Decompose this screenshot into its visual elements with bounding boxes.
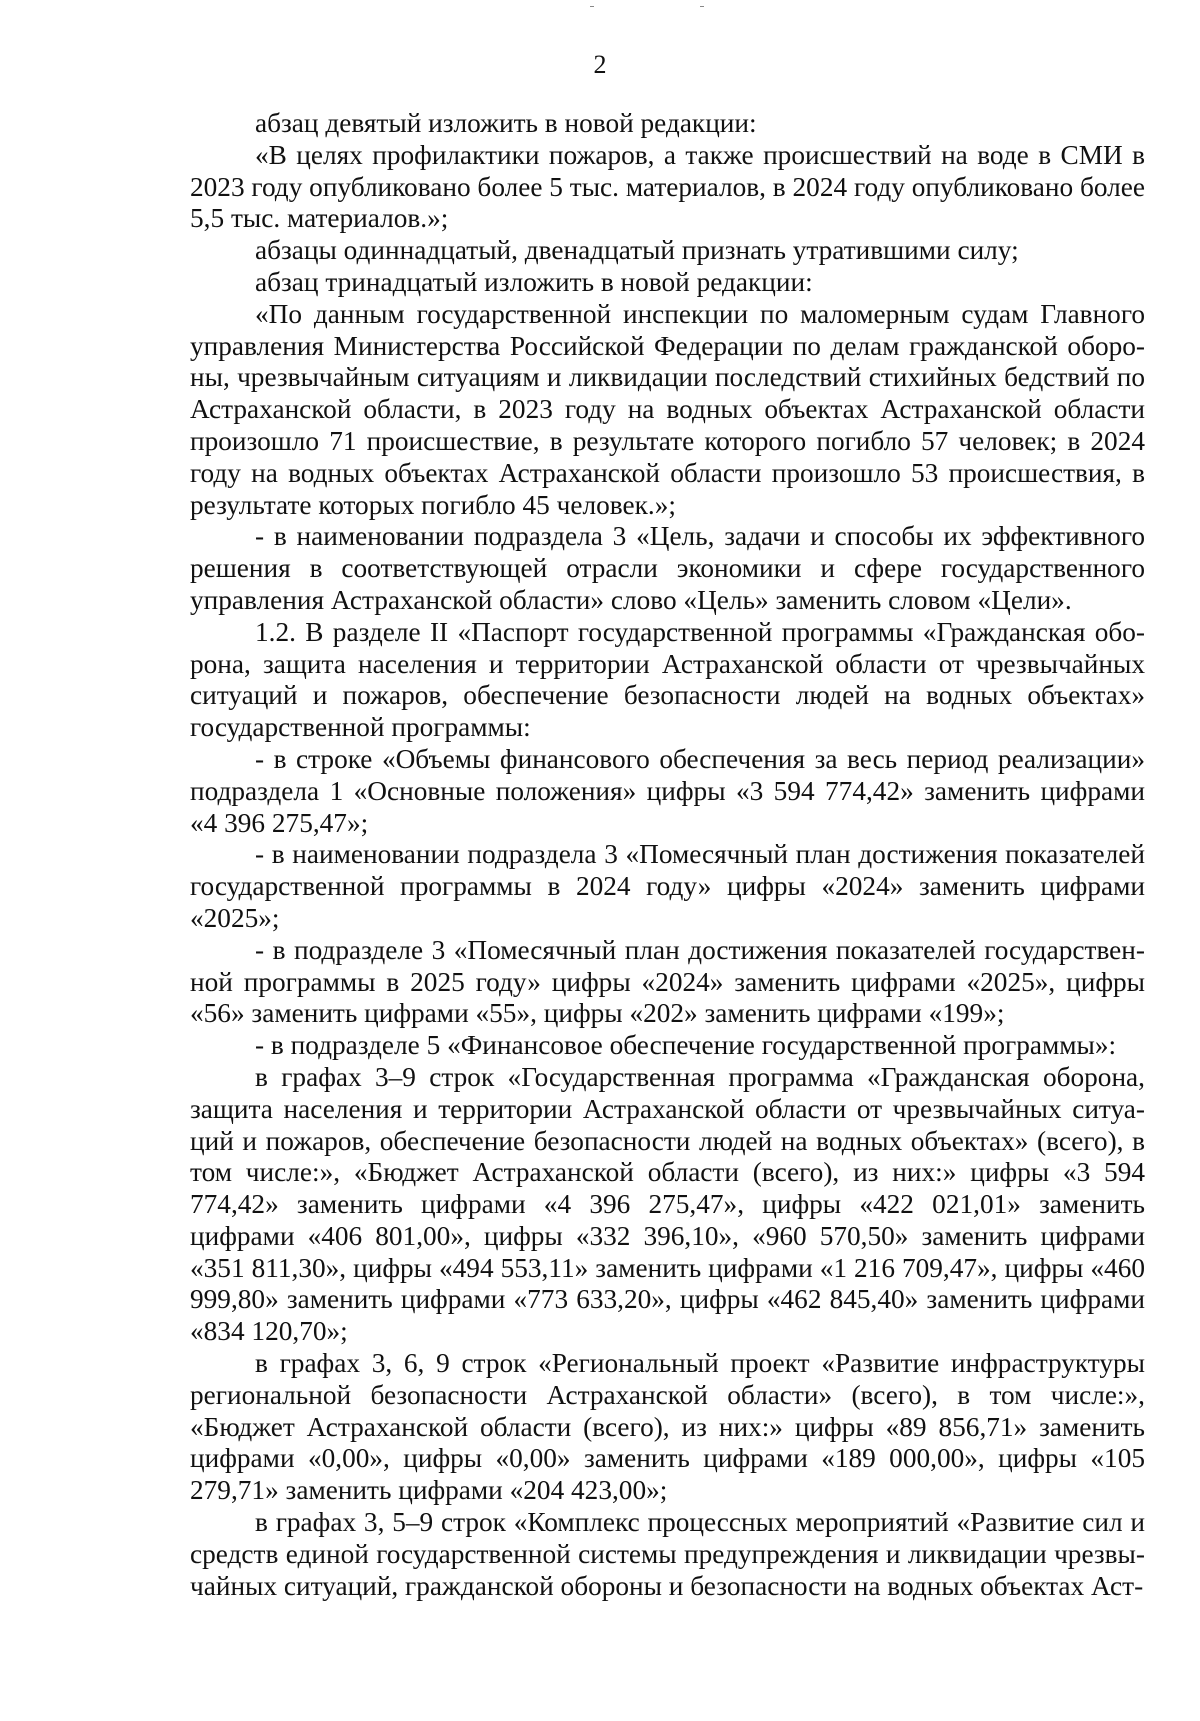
paragraph-2: «В целях профилактики пожаров, а также происшествий на воде в СМИ в 2023 году опубликовано более 5 тыс. материалов, в 2024 году опубликовано более 5,5 тыс. материалов.»; xyxy=(190,139,1145,234)
paragraph-5: «По данным государственной инспекции по маломерным судам Главного управления Министерства Российской Федерации по делам гражданской обороны, чрезвычайным ситуациям и ликвидации последствий стихийных бедствий по Астраханской области, в 2023 году на водных объектах Астраханской области произошло 71 происшествие, в результате которого погибло 57 человек; в 2024 году на водных объектах Астраханской области произошло 53 происшествия, в результате которых погибло 45 человек.»; xyxy=(190,298,1145,520)
paragraph-1: абзац девятый изложить в новой редакции: xyxy=(255,108,757,138)
document-body xyxy=(190,108,1145,1602)
paragraph-8: - в строке «Объемы финансового обеспечения за весь период реализации» подраздела 1 «Основные положения» цифры «3 594 774,42» заменить цифрами «4 396 275,47»; xyxy=(190,743,1145,838)
paragraph-11: - в подразделе 5 «Финансовое обеспечение государственной программы»: xyxy=(255,1030,1117,1061)
scan-artifact xyxy=(700,6,704,7)
paragraph-14: в графах 3, 5–9 строк «Комплекс процессных мероприятий «Развитие сил и средств единой государственной системы предупреждения и ликвидации чрезвычайных ситуаций, гражданской обороны и безопасности на водных объектах Аст- xyxy=(190,1507,1145,1601)
scan-artifact xyxy=(590,6,594,7)
page-number: 2 xyxy=(593,50,607,79)
paragraph-4: абзац тринадцатый изложить в новой редакции: xyxy=(255,266,813,297)
paragraph-12: в графах 3–9 строк «Государственная программа «Гражданская оборона, защита населения и территории Астраханской области от чрезвычайных ситуаций и пожаров, обеспечение безопасности людей на водных объектах» (всего), в том числе:», «Бюджет Астраханской области (всего), из них:» цифры «3 594 774,42» заменить цифрами «4 396 275,47», цифры «422 021,01» заменить цифрами «406 801,00», цифры «332 396,10», «960 570,50» заменить цифрами «351 811,30», цифры «494 553,11» заменить цифрами «1 216 709,47», цифры «460 999,80» заменить цифрами «773 633,20», цифры «462 845,40» заменить цифрами «834 120,70»; xyxy=(190,1061,1145,1347)
paragraph-3: абзацы одиннадцатый, двенадцатый признать утратившими силу; xyxy=(255,235,1019,266)
paragraph-7: 1.2. В разделе II «Паспорт государственной программы «Гражданская оборона, защита населения и территории Астраханской области от чрезвычайных ситуаций и пожаров, обеспечение безопасности людей на водных объектах» государственной программы: xyxy=(190,616,1145,743)
paragraph-9: - в наименовании подраздела 3 «Помесячный план достижения показателей государственной программы в 2024 году» цифры «2024» заменить цифрами «2025»; xyxy=(190,839,1145,933)
paragraph-10: - в подразделе 3 «Помесячный план достижения показателей государственной программы в 2025 году» цифры «2024» заменить цифрами «2025», цифры «56» заменить цифрами «55», цифры «202» заменить цифрами «199»; xyxy=(190,934,1145,1029)
paragraph-6: - в наименовании подраздела 3 «Цель, задачи и способы их эффективного решения в соответствующей отрасли экономики и сфере государственного управления Астраханской области» слово «Цель» заменить словом «Цели». xyxy=(190,521,1145,615)
paragraph-13: в графах 3, 6, 9 строк «Региональный проект «Развитие инфраструктуры региональной безопасности Астраханской области» (всего), в том числе:», «Бюджет Астраханской области (всего), из них:» цифры «89 856,71» заменить цифрами «0,00», цифры «0,00» заменить цифрами «189 000,00», цифры «105 279,71» заменить цифрами «204 423,00»; xyxy=(190,1348,1145,1506)
